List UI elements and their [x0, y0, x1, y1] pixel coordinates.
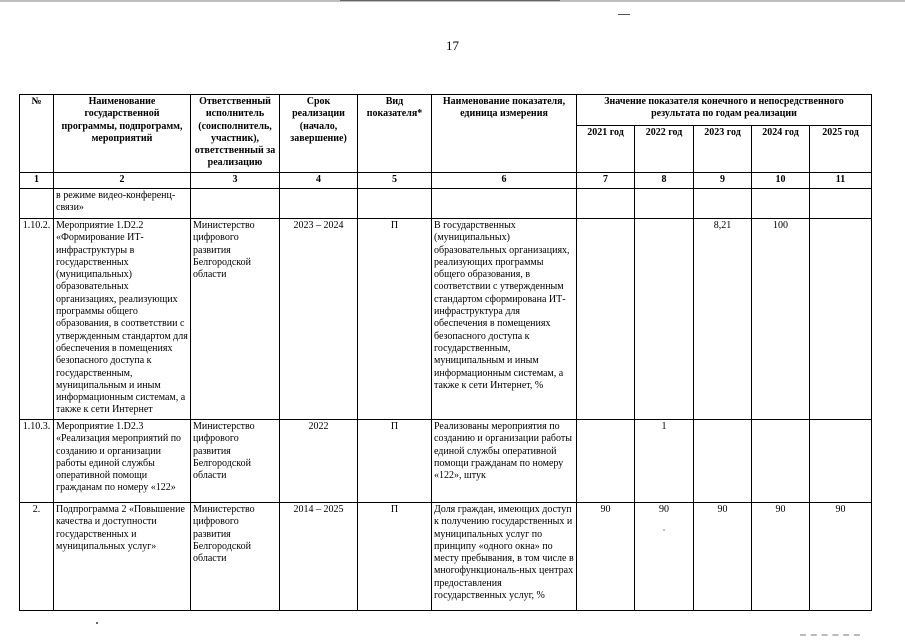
header-no: № [20, 95, 54, 173]
row-indicator: Реализованы мероприятия по созданию и организации работы единой службы оперативной помощи гражданам по номеру «122», штук [432, 420, 577, 503]
row-value-2024: 90 [752, 503, 810, 611]
row-value-2025 [810, 420, 872, 503]
scan-edge-mark [800, 634, 860, 639]
row-value-2021: 90 [577, 503, 635, 611]
header-indicator-type: Вид показателя* [358, 95, 432, 173]
row-value-2022: 1 [635, 420, 694, 503]
row-term: 2023 – 2024 [280, 219, 358, 420]
row-name: Подпрограмма 2 «Повышение качества и доступности государственных и муниципальных услуг» [54, 503, 191, 611]
row-name: Мероприятие 1.D2.2 «Формирование ИТ-инфраструктуры в государственных (муниципальных) образовательных организациях, реализующих программы общего образования, в соответствии с утвержденным стандартом для обеспечения в помещениях безопасного доступа к государственным, муниципальным и иным информационным системам, а также к сети Интернет [54, 219, 191, 420]
header-year-2025: 2025 год [810, 126, 872, 173]
row-value-2023 [694, 420, 752, 503]
row-value-2022 [635, 189, 694, 219]
row-value-2024 [752, 189, 810, 219]
header-responsible: Ответственный исполнитель (соисполнитель, участник), ответственный за реализацию [191, 95, 280, 173]
column-number: 10 [752, 173, 810, 189]
row-type: П [358, 503, 432, 611]
program-table [19, 94, 872, 611]
row-indicator [432, 189, 577, 219]
table-row [20, 189, 872, 219]
table-row [20, 219, 872, 420]
header-year-2021: 2021 год [577, 126, 635, 173]
row-value-2021 [577, 420, 635, 503]
column-number: 8 [635, 173, 694, 189]
column-number: 11 [810, 173, 872, 189]
row-value-2022-text: 90 [659, 504, 669, 515]
row-value-2024 [752, 420, 810, 503]
column-number: 1 [20, 173, 54, 189]
header-year-2023: 2023 год [694, 126, 752, 173]
row-value-2022 [635, 219, 694, 420]
row-responsible: Министерство цифрового развития Белгородской области [191, 503, 280, 611]
row-value-2022 [635, 503, 694, 611]
column-number: 6 [432, 173, 577, 189]
column-number: 7 [577, 173, 635, 189]
row-value-2024: 100 [752, 219, 810, 420]
row-indicator: В государственных (муниципальных) образовательных организациях, реализующих программы общего образования, в соответствии с утвержденным стандартом сформирована ИТ-инфраструктура для обеспечения в помещениях безопасного доступа к государственным, муниципальным и иным информационным системам, а также к сети Интернет, % [432, 219, 577, 420]
row-responsible: Министерство цифрового развития Белгородской области [191, 219, 280, 420]
header-row-1 [20, 95, 872, 126]
row-name: Мероприятие 1.D2.3 «Реализация мероприятий по созданию и организации работы единой службы оперативной помощи гражданам по номеру «122» [54, 420, 191, 503]
row-value-2025 [810, 189, 872, 219]
row-value-2023 [694, 189, 752, 219]
table-row [20, 503, 872, 611]
header-year-2022: 2022 год [635, 126, 694, 173]
row-term: 2022 [280, 420, 358, 503]
row-no: 1.10.3. [20, 420, 54, 503]
row-type: П [358, 420, 432, 503]
table-row [20, 420, 872, 503]
row-responsible [191, 189, 280, 219]
column-numbers-row [20, 173, 872, 189]
row-value-2025 [810, 219, 872, 420]
column-number: 4 [280, 173, 358, 189]
scan-dot: · [662, 525, 666, 536]
row-value-2021 [577, 189, 635, 219]
row-indicator: Доля граждан, имеющих доступ к получению государственных и муниципальных услуг по принципу «одного окна» по месту пребывания, в том числе в многофункциональ-ных центрах предоставления государственных услуг, % [432, 503, 577, 611]
column-number: 5 [358, 173, 432, 189]
row-value-2023: 8,21 [694, 219, 752, 420]
header-year-2024: 2024 год [752, 126, 810, 173]
row-type: П [358, 219, 432, 420]
row-type [358, 189, 432, 219]
row-term: 2014 – 2025 [280, 503, 358, 611]
row-responsible: Министерство цифрового развития Белгородской области [191, 420, 280, 503]
row-name: в режиме видео-конференц-связи» [54, 189, 191, 219]
top-edge-shadow [340, 0, 560, 1]
row-no: 1.10.2. [20, 219, 54, 420]
row-value-2025: 90 [810, 503, 872, 611]
header-term: Срок реализации (начало, завершение) [280, 95, 358, 173]
scan-mark [96, 622, 98, 624]
column-number: 9 [694, 173, 752, 189]
row-term [280, 189, 358, 219]
scan-mark [618, 14, 630, 15]
page-number: 17 [446, 38, 459, 53]
column-number: 3 [191, 173, 280, 189]
row-value-2023: 90 [694, 503, 752, 611]
row-no: 2. [20, 503, 54, 611]
header-name: Наименование государственной программы, подпрограмм, мероприятий [54, 95, 191, 173]
row-value-2021 [577, 219, 635, 420]
header-values-group: Значение показателя конечного и непосредственного результата по годам реализации [577, 95, 872, 126]
column-number: 2 [54, 173, 191, 189]
header-indicator-name: Наименование показателя, единица измерения [432, 95, 577, 173]
row-no [20, 189, 54, 219]
